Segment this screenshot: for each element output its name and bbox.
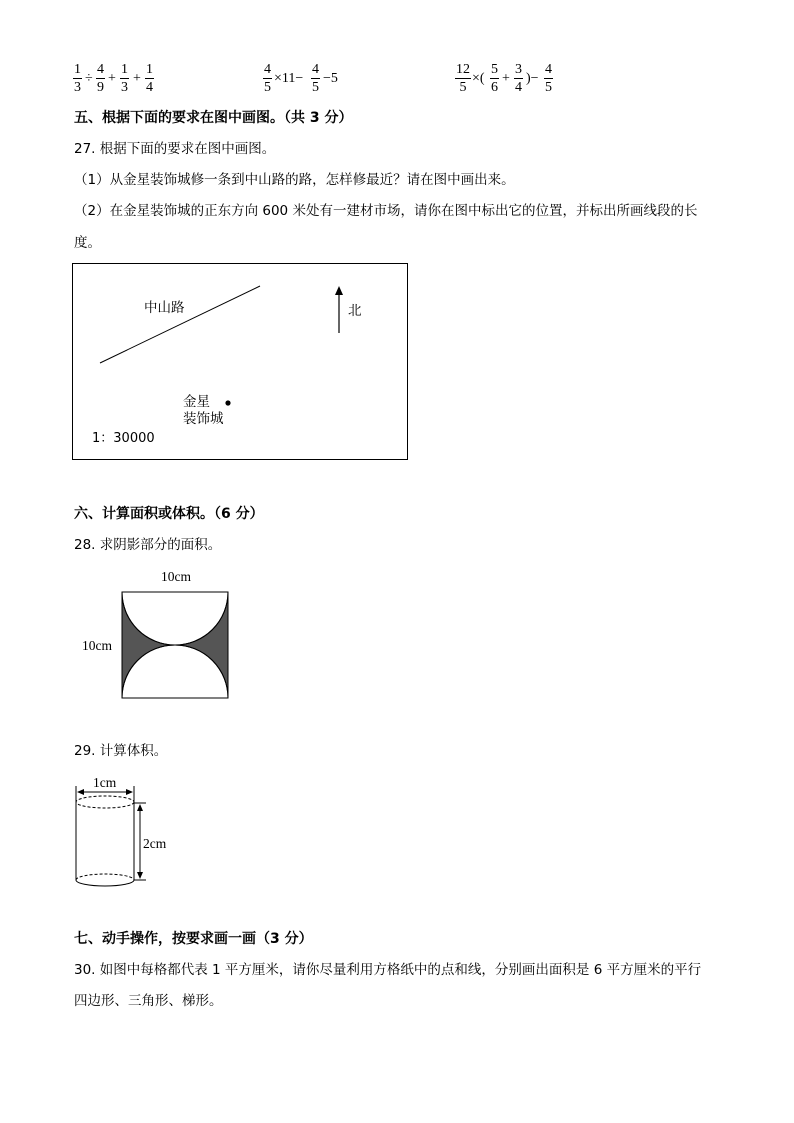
question-28: 28. 求阴影部分的面积。: [74, 537, 222, 553]
operator: +: [108, 71, 116, 86]
height-arrow-down-icon: [137, 872, 143, 879]
cylinder-bottom-back: [76, 874, 134, 880]
section-5-heading: 五、根据下面的要求在图中画图。（共 3 分）: [74, 110, 353, 126]
diameter-arrow-left-icon: [77, 789, 84, 795]
fraction: 1 3: [74, 62, 81, 95]
q28-top-dimension: 10cm: [161, 569, 191, 584]
operator: ×11−: [274, 71, 304, 86]
question-27-part-2: （2）在金星装饰城的正东方向 600 米处有一建材市场，请你在图中标出它的位置，并标出所画线段的长: [74, 203, 698, 219]
fraction: 4 5: [545, 62, 552, 95]
map-scale: 1：30000: [92, 431, 155, 446]
section-6-heading: 六、计算面积或体积。（6 分）: [74, 506, 264, 522]
operator: +: [502, 71, 510, 86]
fraction: 1 4: [146, 62, 153, 95]
question-29: 29. 计算体积。: [74, 743, 168, 759]
fraction: 12 5: [456, 62, 470, 95]
question-30: 30. 如图中每格都代表 1 平方厘米，请你尽量利用方格纸中的点和线，分别画出面积是 6 平方厘米的平行: [74, 962, 702, 978]
cylinder-bottom-front: [76, 880, 134, 886]
operator: ×(: [472, 71, 485, 86]
road-label: 中山路: [144, 300, 185, 316]
fraction: 4 9: [97, 62, 104, 95]
place-label-line1: 金星: [183, 394, 210, 410]
diameter-arrow-right-icon: [126, 789, 133, 795]
operator: ÷: [85, 71, 93, 86]
q28-left-dimension: 10cm: [82, 638, 112, 653]
operator: +: [133, 71, 141, 86]
question-27-part-1: （1）从金星装饰城修一条到中山路的路，怎样修最近？请在图中画出来。: [74, 172, 515, 188]
operator: −5: [323, 71, 338, 86]
q29-diameter-label: 1cm: [93, 775, 117, 790]
fraction: 5 6: [491, 62, 498, 95]
place-label-line2: 装饰城: [183, 411, 224, 427]
question-27: 27. 根据下面的要求在图中画图。: [74, 141, 276, 157]
fraction: 3 4: [515, 62, 522, 95]
north-label: 北: [348, 303, 362, 319]
question-30-cont: 四边形、三角形、梯形。: [74, 993, 223, 1009]
cylinder-top-ellipse: [76, 796, 134, 808]
section-7-heading: 七、动手操作，按要求画一画（3 分）: [74, 931, 313, 947]
fraction: 1 3: [121, 62, 128, 95]
height-arrow-up-icon: [137, 804, 143, 811]
question-27-part-2-cont: 度。: [74, 235, 101, 251]
q29-height-label: 2cm: [143, 836, 167, 851]
operator: )−: [526, 71, 539, 86]
fraction: 4 5: [264, 62, 271, 95]
fraction: 4 5: [312, 62, 319, 95]
